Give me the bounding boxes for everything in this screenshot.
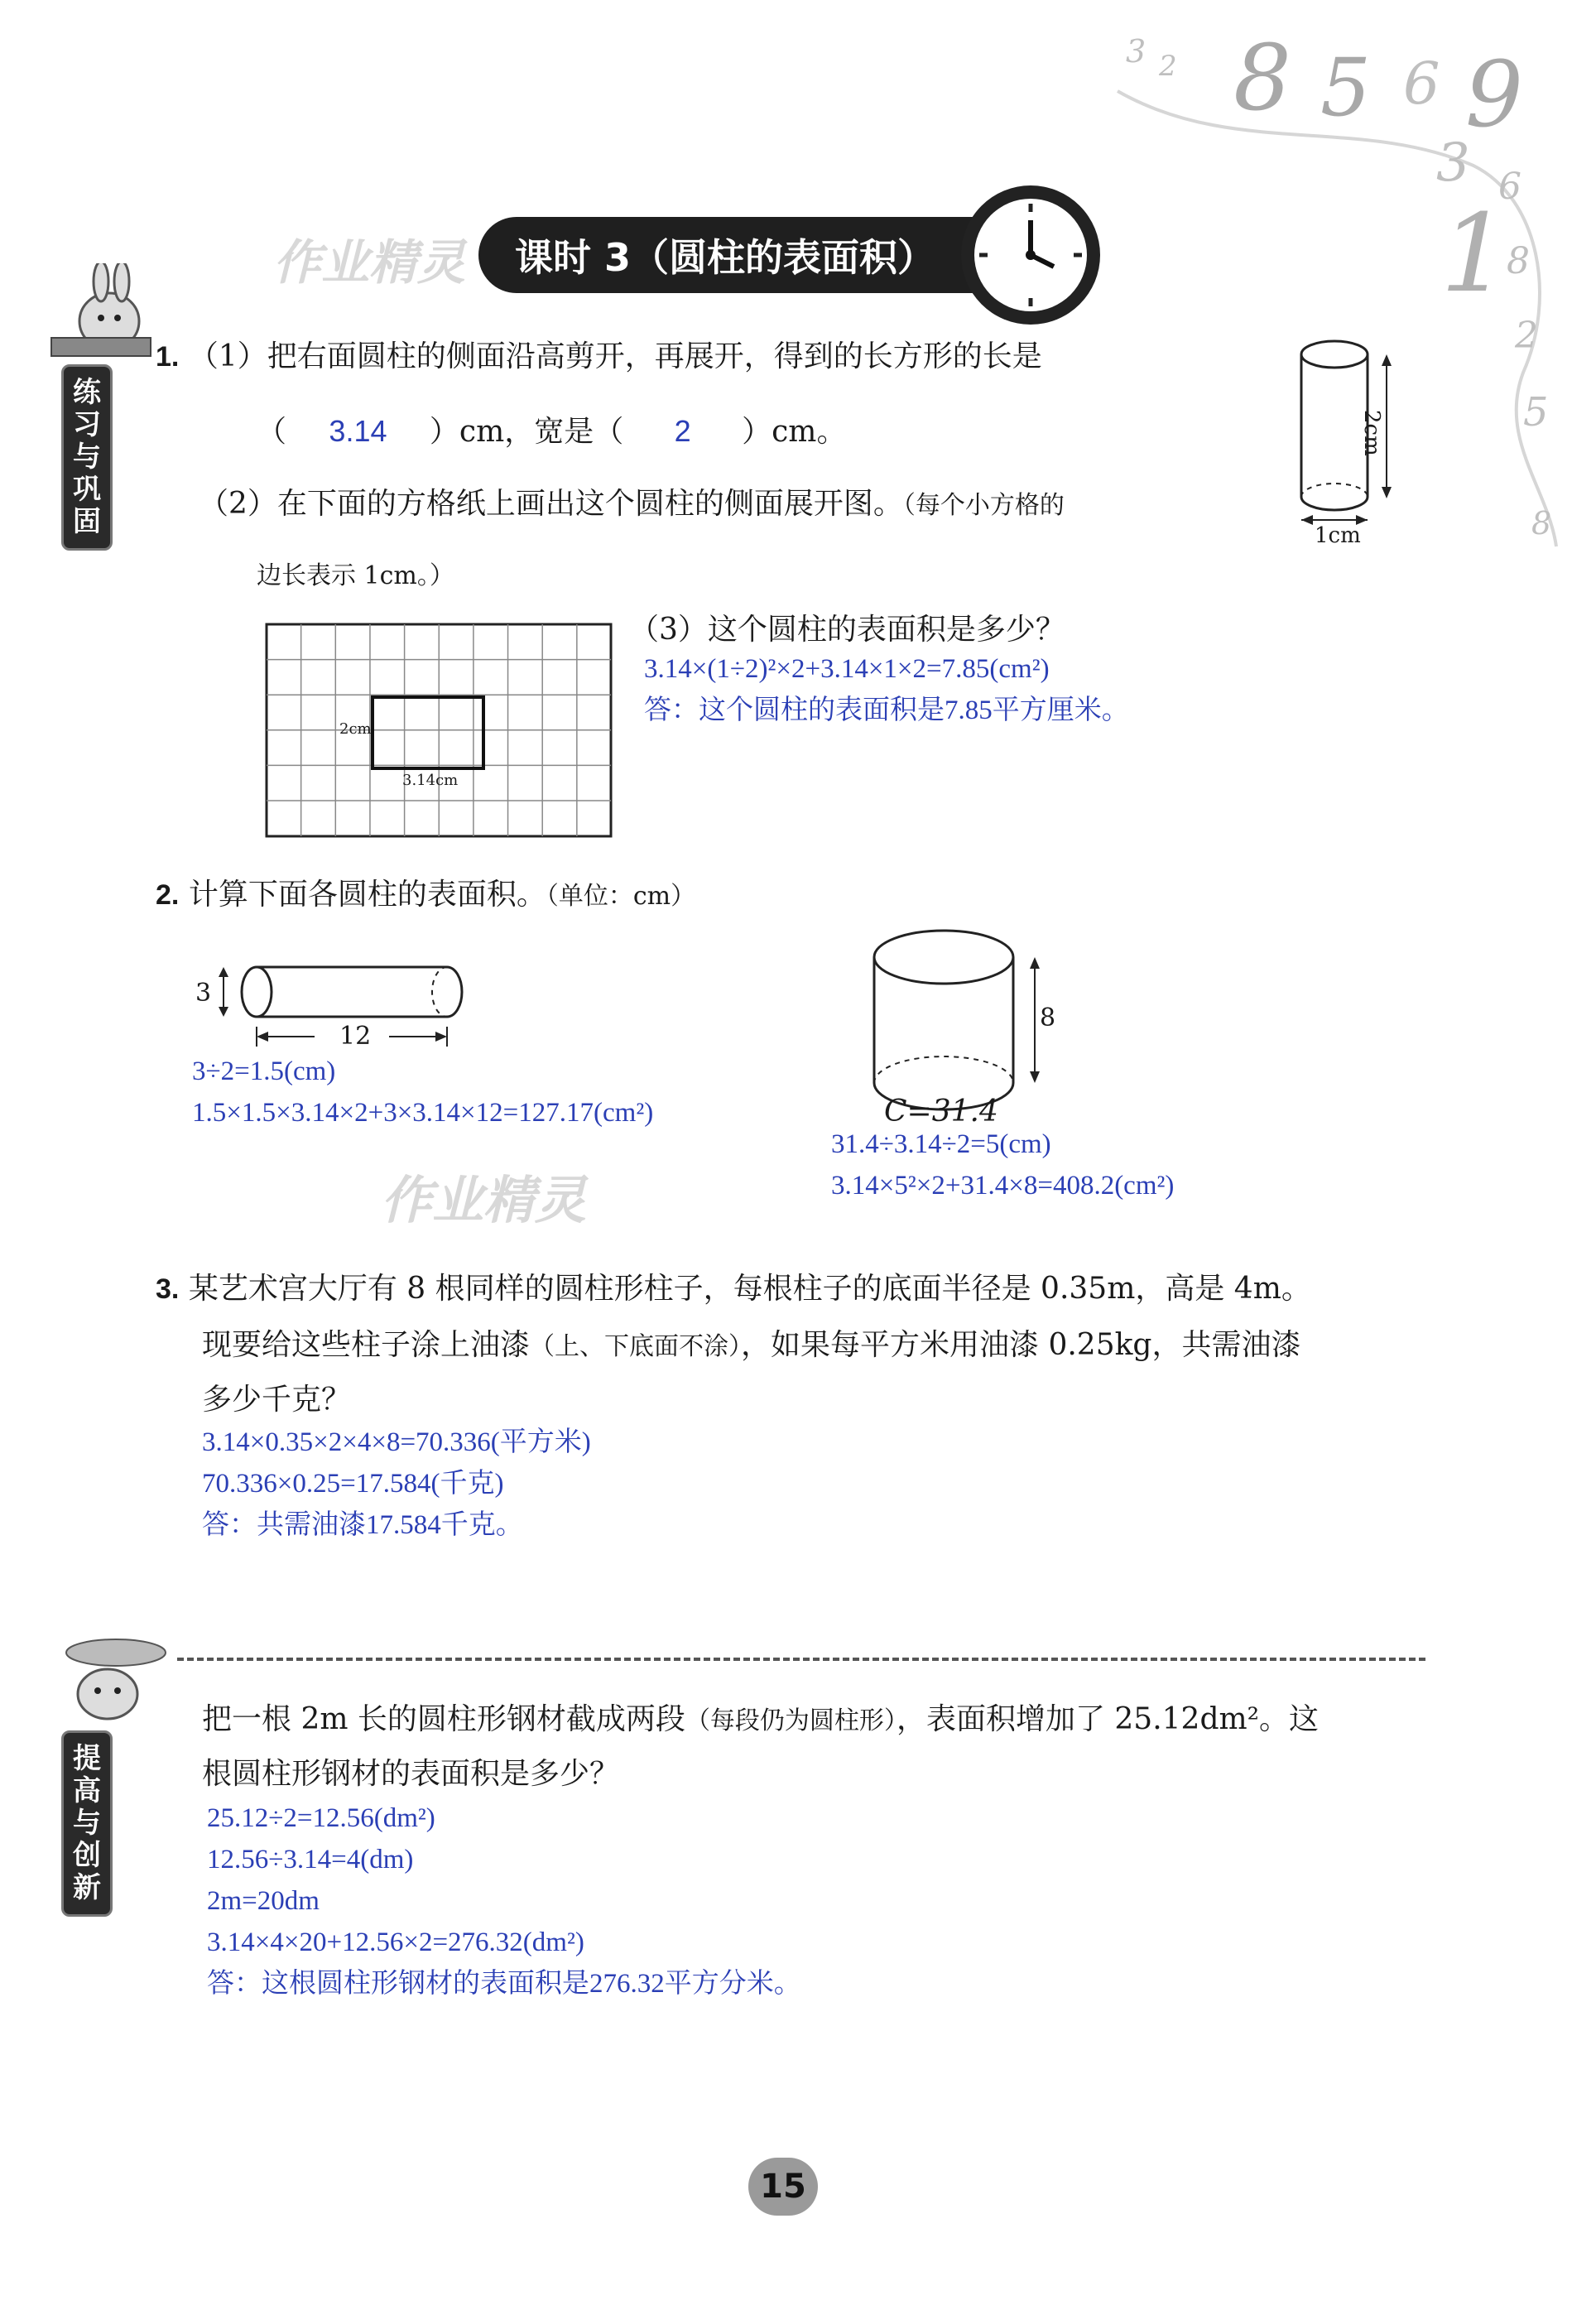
q1-part3-answer-2: 答：这个圆柱的表面积是7.85平方厘米。 <box>644 695 1129 725</box>
q4-answer-4: 3.14×4×20+12.56×2=276.32(dm²) <box>207 1927 584 1957</box>
lesson-title-text: 课时 3（圆柱的表面积） <box>515 235 936 280</box>
q1-line1 <box>156 331 1042 382</box>
practice-badge: 练习与巩固 <box>61 364 113 551</box>
q3-text-line1: 某艺术宫大厅有 8 根同样的圆柱形柱子，每根柱子的底面半径是 0.35m，高是 4m。 <box>188 1272 1311 1306</box>
q4-answer-5: 答：这根圆柱形钢材的表面积是276.32平方分米。 <box>207 1969 801 1999</box>
grid-paper <box>265 623 613 841</box>
q3-answer-2: 70.336×0.25=17.584(千克) <box>202 1469 504 1499</box>
q1-part1-text: （1）把右面圆柱的侧面沿高剪开，再展开，得到的长方形的长是 <box>188 339 1042 373</box>
fig2-circumference-label: C=31.4 <box>884 1095 998 1129</box>
section-divider <box>177 1658 1425 1661</box>
deco-digit: 2 <box>1159 50 1177 83</box>
grid-length-label: 3.14cm <box>402 772 459 789</box>
grid-svg <box>265 623 613 838</box>
deco-digit: 6 <box>1403 50 1440 118</box>
deco-digit: 3 <box>1436 132 1470 194</box>
deco-digit: 5 <box>1523 389 1549 436</box>
q2-fig1-answer-2: 1.5×1.5×3.14×2+3×3.14×12=127.17(cm²) <box>192 1098 654 1128</box>
deco-digit: 8 <box>1531 505 1552 541</box>
q2-fig2-answer-1: 31.4÷3.14÷2=5(cm) <box>831 1129 1051 1159</box>
fig1-length-label: 12 <box>339 1022 372 1051</box>
deco-digit: 8 <box>1507 240 1530 282</box>
deco-digit: 9 <box>1465 41 1523 147</box>
q4-note: （每段仍为圆柱形） <box>685 1706 897 1735</box>
q1-part3: （3）这个圆柱的表面积是多少？ <box>629 613 1065 647</box>
q1-unit-close: ）cm。 <box>742 415 847 449</box>
q4-line1 <box>202 1694 1319 1745</box>
deco-digit: 8 <box>1233 25 1291 131</box>
q3-number: 3. <box>156 1273 180 1305</box>
q4-text-line1a: 把一根 2m 长的圆柱形钢材截成两段 <box>202 1702 685 1736</box>
q1-number: 1. <box>156 341 180 373</box>
improve-badge: 提高与创新 <box>61 1730 113 1917</box>
q1-part2 <box>199 479 1065 529</box>
q4-answer-2: 12.56÷3.14=4(dm) <box>207 1845 414 1874</box>
deco-digit: 1 <box>1440 190 1509 316</box>
grid-height-label: 2cm <box>339 720 372 738</box>
q1-part2-text: （2）在下面的方格纸上画出这个圆柱的侧面展开图。 <box>199 487 903 521</box>
q1-part2-note2: 边长表示 1cm。） <box>257 561 454 590</box>
horizontal-cylinder-figure <box>190 950 472 1058</box>
page-number: 15 <box>748 2158 818 2216</box>
q2-fig2-answer-2: 3.14×5²×2+31.4×8=408.2(cm²) <box>831 1171 1175 1201</box>
cylinder-diameter-label: 1cm <box>1315 523 1361 548</box>
q2-text: 计算下面各圆柱的表面积。 <box>188 878 546 912</box>
fig1-diameter-label: 3 <box>195 979 212 1008</box>
q4-answer-1: 25.12÷2=12.56(dm²) <box>207 1803 435 1833</box>
q2-fig1-answer-1: 3÷2=1.5(cm) <box>192 1056 336 1086</box>
q1-width-text: ）cm，宽是（ <box>429 415 624 449</box>
q3-answer-3: 答：共需油漆17.584千克。 <box>202 1510 523 1540</box>
q3-text-line2a: 现要给这些柱子涂上油漆 <box>202 1328 531 1362</box>
cylinder-figure <box>1291 331 1440 563</box>
q1-answer-width: 2 <box>674 414 691 448</box>
deco-digit: 3 <box>1126 33 1147 70</box>
q1-answer-length: 3.14 <box>329 414 387 448</box>
q3-line2 <box>202 1320 1300 1370</box>
q2-unit-note: （单位：cm） <box>546 882 696 911</box>
watermark: 作业精灵 <box>381 1170 587 1230</box>
q2-line <box>156 869 695 920</box>
q3-line3: 多少千克？ <box>202 1383 352 1417</box>
q4-text-line1b: ，表面积增加了 25.12dm²。这 <box>896 1702 1320 1736</box>
q1-bracket-open: （ <box>257 415 287 449</box>
deco-digit: 2 <box>1515 315 1538 357</box>
q3-line1 <box>156 1263 1311 1314</box>
deco-digit: 6 <box>1498 166 1521 208</box>
cylinder-height-label: 2cm <box>1359 410 1384 456</box>
upright-cylinder-figure <box>869 921 1056 1111</box>
q1-line2 <box>257 406 846 457</box>
q4-answer-3: 2m=20dm <box>207 1886 320 1916</box>
q3-note: （上、下底面不涂） <box>530 1332 742 1361</box>
deco-digit: 5 <box>1320 41 1372 134</box>
q3-answer-1: 3.14×0.35×2×4×8=70.336(平方米) <box>202 1427 591 1457</box>
clock-icon <box>956 180 1105 333</box>
rabbit-mascot-icon <box>43 263 159 366</box>
q1-part2-note: （每个小方格的 <box>902 491 1065 520</box>
q1-part3-answer-1: 3.14×(1÷2)²×2+3.14×1×2=7.85(cm²) <box>644 654 1050 684</box>
puppy-mascot-icon <box>50 1636 174 1730</box>
q2-number: 2. <box>156 879 180 911</box>
fig2-height-label: 8 <box>1040 1003 1056 1032</box>
watermark: 作业精灵 <box>273 234 466 291</box>
q3-text-line2b: ，如果每平方米用油漆 0.25kg，共需油漆 <box>741 1328 1301 1362</box>
q4-line2: 根圆柱形钢材的表面积是多少？ <box>202 1757 620 1791</box>
